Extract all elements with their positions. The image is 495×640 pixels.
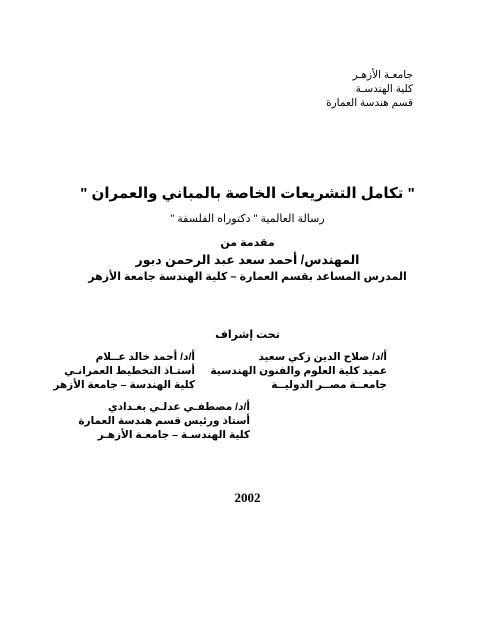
thesis-year: 2002: [234, 490, 261, 505]
supervisor-name: أ/د/ مصطفـي عدلـي بغـدادي: [108, 401, 250, 413]
institution-department: قسم هندسة العمارة: [326, 97, 413, 109]
presenter-position: المدرس المساعد بقسم العمارة – كلية الهندسة جامعة الأزهر: [88, 271, 407, 283]
supervisor-affiliation: كلية الهندسـة – جامعـة الأزهـر: [97, 429, 250, 441]
supervisor-3: [78, 400, 250, 442]
institution-university: جامعـة الأزهـر: [352, 69, 413, 81]
thesis-degree: رسالة العالمية " دكتوراه الفلسفة ": [170, 213, 325, 225]
supervisor-2: [53, 350, 195, 392]
presenter-intro: مقدمة من: [220, 237, 275, 249]
supervisor-title: أستـاذ التخطيط العمرانـي: [64, 365, 195, 377]
supervisor-title: أستاذ ورئيس قسم هندسة العمارة: [78, 415, 250, 427]
supervision-heading: تحت إشراف: [215, 329, 280, 341]
presenter-name: المهندس/ أحمد سعد عبد الرحمن دبور: [135, 253, 360, 267]
supervisor-1: [210, 350, 387, 392]
institution-faculty: كلية الهندسـة: [355, 83, 413, 95]
supervisor-name: أ/د/ أحمد خالد عــلام: [95, 351, 195, 363]
supervisor-affiliation: كلية الهندسة – جامعة الأزهر: [53, 379, 195, 391]
supervisor-affiliation: جامعــة مصــر الدوليــة: [271, 379, 387, 391]
supervisor-name: أ/د/ صلاح الدين زكي سعيد: [258, 351, 387, 363]
supervisor-title: عميد كلية العلوم والفنون الهندسية: [210, 365, 387, 377]
thesis-title: " تكامل التشريعات الخاصة بالمباني والعمران ": [80, 185, 415, 202]
